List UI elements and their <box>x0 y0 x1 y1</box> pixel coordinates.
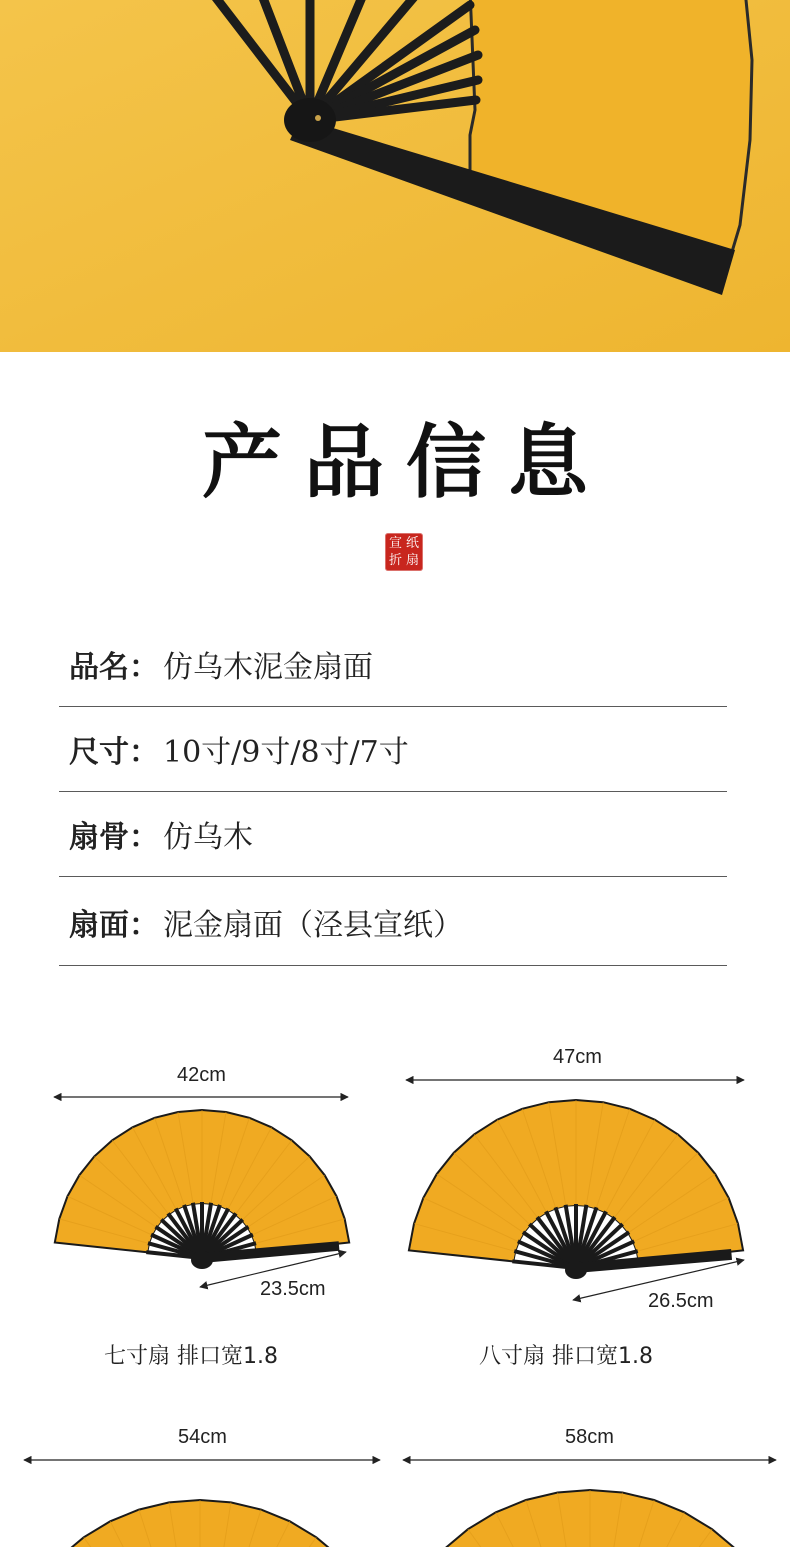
fan-head <box>284 98 336 142</box>
info-value: 仿乌木泥金扇面 <box>163 650 373 685</box>
fan-width-label: 42cm <box>177 1064 226 1086</box>
info-row-ribs <box>59 792 727 877</box>
fan-width-label: 54cm <box>178 1426 227 1448</box>
info-row-size <box>59 707 727 792</box>
seal-char: 宣 <box>388 536 402 551</box>
folding-fan-illustration <box>0 0 790 352</box>
seal-char: 纸 <box>405 536 419 551</box>
fan-caption: 七寸扇 排口宽1.8 <box>104 1344 278 1369</box>
hero-photo <box>0 0 790 352</box>
fan-paper <box>383 1490 790 1547</box>
info-value: 泥金扇面（泾县宣纸） <box>163 907 463 943</box>
info-value: 10寸/9寸/8寸/7寸 <box>163 735 409 770</box>
seal-char: 折 <box>388 553 402 568</box>
info-key: 尺寸： <box>69 735 159 770</box>
fan-width-label: 58cm <box>565 1426 614 1448</box>
fan-width-label: 47cm <box>553 1046 602 1068</box>
seal-char: 扇 <box>405 553 419 568</box>
info-row-name <box>59 622 727 707</box>
rivet <box>315 115 321 121</box>
fan-7cun <box>55 1110 349 1269</box>
fan-rib-label: 26.5cm <box>648 1290 714 1312</box>
fan-rib-label: 23.5cm <box>260 1278 326 1300</box>
fan-8cun <box>409 1100 743 1279</box>
info-row-surface <box>59 878 727 966</box>
info-value: 仿乌木 <box>163 820 253 855</box>
fan-head <box>191 1251 213 1269</box>
info-key: 扇面： <box>69 907 159 943</box>
fan-10cun <box>383 1490 790 1547</box>
info-key: 品名： <box>69 650 159 685</box>
fan-9cun <box>3 1500 397 1547</box>
red-seal-stamp <box>385 533 423 571</box>
fan-head <box>565 1261 587 1279</box>
fan-caption: 八寸扇 排口宽1.8 <box>479 1344 653 1369</box>
section-title: 产品信息 <box>202 415 610 509</box>
info-key: 扇骨： <box>69 820 159 855</box>
